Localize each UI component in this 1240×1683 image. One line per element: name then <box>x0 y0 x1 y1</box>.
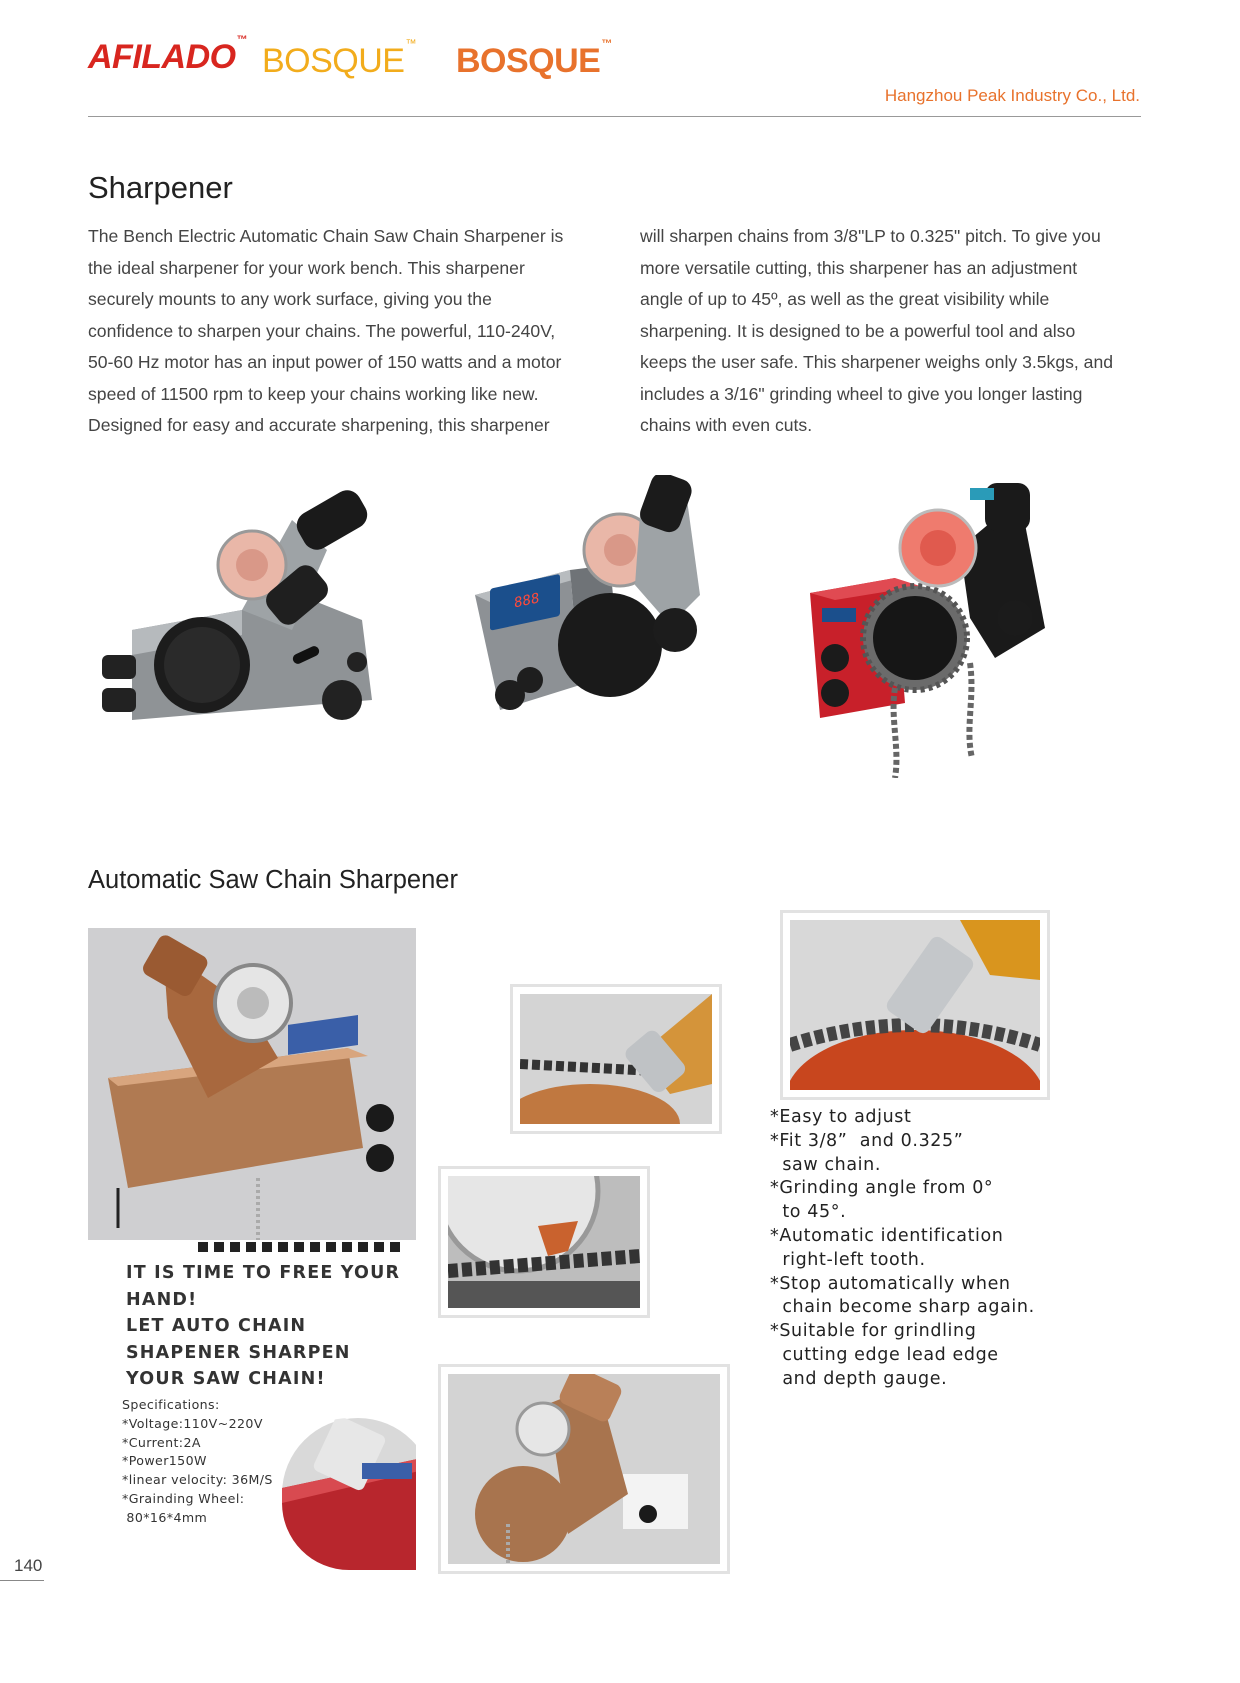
text-line: angle of up to 45º, as well as the great visibility while <box>640 289 1050 309</box>
feature-item: right-left tooth. <box>770 1249 926 1270</box>
detail-illustration <box>448 1374 720 1564</box>
section-subtitle: Automatic Saw Chain Sharpener <box>88 866 458 894</box>
header-divider <box>88 116 1141 117</box>
text-line: sharpening. It is designed to be a powerful tool and also <box>640 320 1076 341</box>
logo-afilado-text: AFILADO <box>88 38 236 76</box>
photo-detail-grinding-side <box>438 1166 650 1318</box>
trademark: ™ <box>601 38 612 50</box>
feature-item: *Easy to adjust <box>770 1107 912 1127</box>
product-photo-digital-sharpener <box>470 475 730 735</box>
spec-item: *Voltage:110V~220V <box>122 1415 263 1431</box>
spec-item: *Current:2A <box>122 1434 201 1450</box>
sharpener-illustration <box>810 478 1060 778</box>
slogan <box>126 1260 400 1393</box>
feature-list <box>770 1106 1100 1392</box>
slogan-line: YOUR SAW CHAIN! <box>126 1369 326 1389</box>
product-photo-grey-bench-sharpener <box>92 490 392 730</box>
photo-red-closeup-circle <box>282 1418 416 1570</box>
text-line: keeps the user safe. This sharpener weighs only 3.5kgs, and <box>640 352 1114 372</box>
text-line: 50-60 Hz motor has an input power of 150 watts and a motor <box>88 352 562 372</box>
feature-item: *Stop automatically when <box>770 1273 1011 1294</box>
photo-detail-chain-closeup <box>780 910 1050 1100</box>
spec-item: 80*16*4mm <box>122 1509 208 1525</box>
text-line: The Bench Electric Automatic Chain Saw Chain Sharpener is <box>88 226 564 246</box>
logo-bosque-text: BOSQUE <box>456 42 601 80</box>
slogan-line: HAND! <box>126 1289 198 1310</box>
text-line: chains with even cuts. <box>640 415 813 435</box>
photo-inner <box>448 1374 720 1564</box>
photo-bronze-sharpener-side <box>438 1364 730 1574</box>
product-photo-red-sharpener <box>810 478 1060 778</box>
photo-inner <box>520 994 712 1124</box>
trademark: ™ <box>236 34 248 46</box>
page-number-underline <box>0 1580 44 1581</box>
feature-item: *Suitable for grindling <box>770 1321 977 1342</box>
feature-item: *Automatic identification <box>770 1225 1004 1246</box>
specifications <box>122 1396 273 1528</box>
text-line: speed of 11500 rpm to keep your chains working like new. <box>88 383 539 404</box>
spec-item: *Grainding Wheel: <box>122 1490 245 1506</box>
photo-detail-grinding-top <box>510 984 722 1134</box>
feature-item: cutting edge lead edge <box>770 1344 999 1365</box>
text-line: includes a 3/16" grinding wheel to give you longer lasting <box>640 383 1083 404</box>
photo-bronze-sharpener-large <box>88 928 416 1240</box>
feature-item: saw chain. <box>770 1154 881 1175</box>
logo-bosque-text: BOSQUE <box>262 42 405 80</box>
feature-item: to 45°. <box>770 1202 847 1223</box>
closeup-illustration <box>282 1418 416 1570</box>
text-line: Designed for easy and accurate sharpening, this sharpener <box>88 415 550 435</box>
detail-illustration <box>790 920 1040 1090</box>
square-row-icon <box>198 1240 402 1254</box>
detail-illustration <box>520 994 712 1124</box>
text-line: confidence to sharpen your chains. The powerful, 110-240V, <box>88 320 556 341</box>
page-number: 140 <box>14 1556 43 1575</box>
text-line: more versatile cutting, this sharpener has an adjustment <box>640 257 1078 278</box>
digital-display-reading: 888 <box>514 590 540 612</box>
section-title: Sharpener <box>88 170 233 205</box>
text-line: the ideal sharpener for your work bench. This sharpener <box>88 257 525 278</box>
trademark: ™ <box>405 38 416 50</box>
slogan-line: SHAPENER SHARPEN <box>126 1342 351 1363</box>
specs-heading: Specifications: <box>122 1397 220 1412</box>
detail-illustration <box>448 1176 640 1308</box>
slogan-line: LET AUTO CHAIN <box>126 1316 307 1336</box>
feature-item: and depth gauge. <box>770 1368 948 1389</box>
spec-item: *linear velocity: 36M/S <box>122 1472 273 1488</box>
logo-afilado <box>88 34 248 77</box>
feature-item: chain become sharp again. <box>770 1297 1035 1318</box>
text-line: will sharpen chains from 3/8"LP to 0.325" pitch. To give you <box>640 226 1101 246</box>
sharpener-illustration <box>88 928 416 1240</box>
sharpener-illustration <box>92 490 392 730</box>
decorative-squares <box>198 1240 402 1259</box>
text-line: securely mounts to any work surface, giving you the <box>88 289 492 309</box>
logo-bosque-orange <box>456 38 612 81</box>
company-name: Hangzhou Peak Industry Co., Ltd. <box>884 86 1140 105</box>
spec-item: *Power150W <box>122 1453 207 1469</box>
description-column-2 <box>640 221 1155 442</box>
photo-inner <box>448 1176 640 1308</box>
description-column-1 <box>88 221 603 442</box>
logo-bosque-yellow <box>262 38 416 81</box>
photo-inner <box>790 920 1040 1090</box>
sharpener-illustration <box>470 475 730 735</box>
slogan-line: IT IS TIME TO FREE YOUR <box>126 1263 401 1283</box>
feature-item: *Grinding angle from 0° <box>770 1178 994 1199</box>
feature-item: *Fit 3/8” and 0.325” <box>770 1130 964 1151</box>
